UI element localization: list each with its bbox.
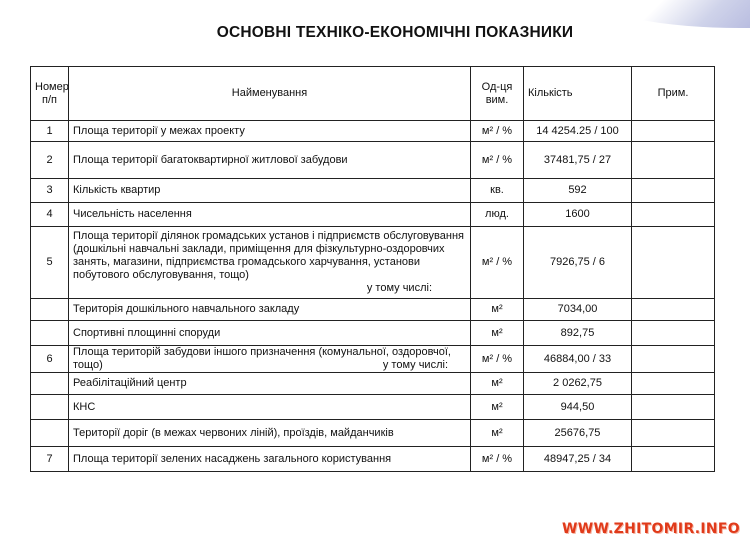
row-number: 6 (31, 346, 69, 373)
table-row (31, 373, 715, 395)
row-note (632, 447, 715, 472)
row-quantity: 7926,75 / 6 (524, 227, 632, 299)
row-name: Території доріг (в межах червоних ліній), проїздів, майданчиків (69, 420, 471, 447)
row-quantity: 14 4254.25 / 100 (524, 121, 632, 142)
table-row (31, 321, 715, 346)
row-name: Чисельність населення (69, 203, 471, 227)
table-row (31, 142, 715, 179)
row-note (632, 373, 715, 395)
row-name-cell (69, 227, 471, 299)
header-unit: Од-ця вим. (471, 67, 524, 121)
row-quantity: 944,50 (524, 395, 632, 420)
row-unit: м² / % (471, 447, 524, 472)
row-name: Площа територій забудови іншого призначення (комунальної, оздоровчої, тощо) (73, 346, 451, 371)
row-unit: м² / % (471, 227, 524, 299)
row-unit: м² (471, 299, 524, 321)
row-quantity: 2 0262,75 (524, 373, 632, 395)
table-row (31, 447, 715, 472)
row-note (632, 227, 715, 299)
row-number (31, 420, 69, 447)
row-name: Площа території зелених насаджень загального користування (69, 447, 471, 472)
row-number: 7 (31, 447, 69, 472)
row-name: Площа території ділянок громадських установ і підприємств обслуговування (дошкільні навчальні заклади, приміщення для фізкультурно-оздоровчих занять, магазини, підприємства громадського харчування, установи побутового обслуговування, тощо) (73, 230, 464, 281)
row-name: КНС (69, 395, 471, 420)
row-unit: м² / % (471, 142, 524, 179)
row-note (632, 420, 715, 447)
row-quantity: 892,75 (524, 321, 632, 346)
row-quantity: 592 (524, 179, 632, 203)
header-quantity: Кількість (524, 67, 632, 121)
header-note: Прим. (632, 67, 715, 121)
row-quantity: 48947,25 / 34 (524, 447, 632, 472)
row-quantity: 25676,75 (524, 420, 632, 447)
row-number (31, 373, 69, 395)
row-unit: м² (471, 420, 524, 447)
row-unit: люд. (471, 203, 524, 227)
row-quantity: 1600 (524, 203, 632, 227)
row-number (31, 321, 69, 346)
row-number: 4 (31, 203, 69, 227)
header-number: Номер п/п (31, 67, 69, 121)
row-unit: м² (471, 321, 524, 346)
including-label: у тому числі: (382, 359, 448, 371)
row-name-cell (69, 346, 471, 373)
row-note (632, 121, 715, 142)
row-note (632, 395, 715, 420)
row-note (632, 321, 715, 346)
row-name: Площа території багатоквартирної житлової забудови (69, 142, 471, 179)
row-number (31, 299, 69, 321)
row-number: 2 (31, 142, 69, 179)
row-note (632, 142, 715, 179)
table-row (31, 346, 715, 373)
row-quantity: 37481,75 / 27 (524, 142, 632, 179)
row-number: 1 (31, 121, 69, 142)
header-name: Найменування (69, 67, 471, 121)
indicators-table (30, 66, 715, 472)
table-row (31, 179, 715, 203)
row-name: Площа території у межах проекту (69, 121, 471, 142)
row-unit: м² (471, 395, 524, 420)
table-row (31, 203, 715, 227)
row-name: Кількість квартир (69, 179, 471, 203)
table-row (31, 420, 715, 447)
row-quantity: 7034,00 (524, 299, 632, 321)
row-note (632, 346, 715, 373)
row-name: Територія дошкільного навчального закладу (69, 299, 471, 321)
row-unit: м² (471, 373, 524, 395)
table-header-row (31, 67, 715, 121)
table-row (31, 121, 715, 142)
row-name: Реабілітаційний центр (69, 373, 471, 395)
row-quantity: 46884,00 / 33 (524, 346, 632, 373)
row-unit: м² / % (471, 121, 524, 142)
table-row (31, 395, 715, 420)
row-note (632, 299, 715, 321)
including-label: у тому числі: (366, 282, 432, 294)
site-watermark: WWW.ZHITOMIR.INFO (561, 521, 740, 537)
row-name: Спортивні площинні споруди (69, 321, 471, 346)
row-number: 5 (31, 227, 69, 299)
page-title: ОСНОВНІ ТЕХНІКО-ЕКОНОМІЧНІ ПОКАЗНИКИ (216, 24, 574, 41)
row-number (31, 395, 69, 420)
table-row (31, 227, 715, 299)
row-number: 3 (31, 179, 69, 203)
row-unit: м² / % (471, 346, 524, 373)
row-note (632, 203, 715, 227)
row-unit: кв. (471, 179, 524, 203)
row-note (632, 179, 715, 203)
table-row (31, 299, 715, 321)
